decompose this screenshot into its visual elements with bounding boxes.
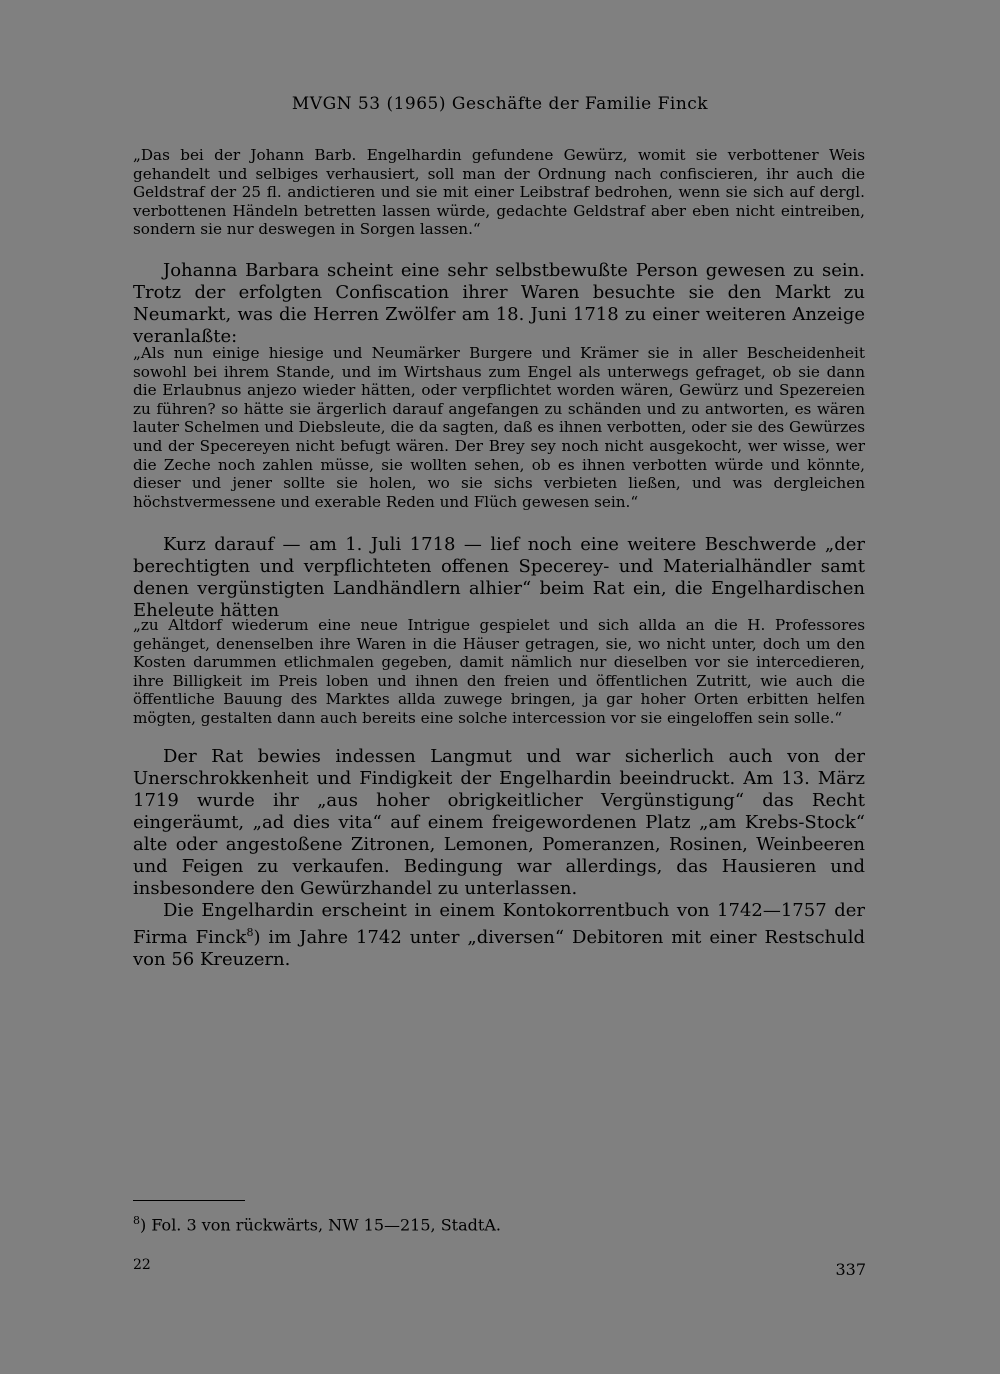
quote-altdorf [133,616,865,728]
quote-text: „Als nun einige hiesige und Neumärker Burgere und Krämer sie in aller Bescheidenheit sowohl bei ihrem Stande, und im Wirtshaus zum Engel als unterwegs gefraget, ob sie dann die Erlaubnus anjezo wieder hätten, oder verpflichtet worden wären, Gewürz und Spezereien zu führen? so hätte sie ärgerlich darauf angefangen zu schänden und zu antworten, es wären lauter Schelmen und Diebsleute, die da sagten, daß es ihnen verbotten, oder sie des Gewürzes und der Specereyen nicht befugt wären. Der Brey sey noch nicht ausgekocht, wer wisse, wer die Zeche noch zahlen müsse, sie wollten sehen, ob es ihnen verbotten würde und könnte, dieser und jener sollte sie holen, wo sie sichs verbieten ließen, und was dergleichen höchstvermessene und exerable Reden und Flüch gewesen sein.“ [133,344,865,511]
paragraph-rat [133,746,865,971]
running-header: MVGN 53 (1965) Geschäfte der Familie Finck [291,94,709,114]
quote-text: „zu Altdorf wiederum eine neue Intrigue gespielet und sich allda an die H. Professores gehänget, denenselben ihre Waren in die Häuser getragen, sie, wo nicht unter, doch um den Kosten darummen etlichmalen gegeben, damit nämlich nur dieselben vor sie intercedieren, ihre Billigkeit im Preis loben und ihnen den freien und öffentlichen Zutritt, wie auch die öffentliche Bauung des Marktes allda zuwege bringen, ja gar hoher Orten erbitten helfen mögten, gestalten dann auch bereits eine solche intercession vor sie eingeloffen sein solle.“ [133,616,865,727]
quote-neumarkt [133,344,865,511]
paragraph-text: Die Engelhardin erscheint in einem Kontokorrentbuch von 1742—1757 der Firma Finck [133,900,865,948]
footnote-text: ) Fol. 3 von rückwärts, NW 15—215, StadtA. [140,1215,501,1235]
paragraph-text: ) im Jahre 1742 unter „diversen“ Debitoren mit einer Restschuld von 56 Kreuzern. [133,927,866,970]
paragraph-text: Der Rat bewies indessen Langmut und war sicherlich auch von der Unerschrokkenheit und Findigkeit der Engelhardin beeindruckt. Am 13. März 1719 wurde ihr „aus hoher obrigkeitlicher Vergünstigung“ das Recht eingeräumt, „ad dies vita“ auf einem freigewordenen Platz „am Krebs-Stock“ alte oder angestoßene Zitronen, Lemonen, Pomeranzen, Rosinen, Weinbeeren und Feigen zu verkaufen. Bedingung war allerdings, das Hausieren und insbesondere den Gewürzhandel zu unterlassen. [133,746,865,899]
footnote [133,1214,501,1234]
quote-text: „Das bei der Johann Barb. Engelhardin gefundene Gewürz, womit sie verbottener Weis gehandelt und selbiges verhausiert, soll man der Ordnung nach confiscieren, ihr auch die Geldstraf der 25 fl. andictieren und sie mit einer Leibstraf bedrohen, wenn sie sich auf dergl. verbottenen Händeln betretten lassen würde, gedachte Geldstraf aber eben nicht eintreiben, sondern sie nur deswegen in Sorgen lassen.“ [133,146,865,239]
paragraph-beschwerde [133,534,865,622]
paragraph-text: Kurz darauf — am 1. Juli 1718 — lief noch eine weitere Beschwerde „der berechtigten und verpflichteten offenen Specerey- und Materialhändler samt denen vergünstigten Landhändlern alhier“ beim Rat ein, die Engelhardischen Eheleute hätten [133,534,865,621]
quote-confiscation [133,146,865,239]
footnote-number: 8 [133,1214,140,1227]
signature-mark: 22 [133,1257,151,1273]
footnote-rule [133,1200,245,1201]
paragraph-text: Johanna Barbara scheint eine sehr selbstbewußte Person gewesen zu sein. Trotz der erfolgten Confiscation ihrer Waren besuchte sie den Markt zu Neumarkt, was die Herren Zwölfer am 18. Juni 1718 zu einer weiteren Anzeige veranlaßte: [133,260,865,347]
paragraph-selbstbewusst [133,260,865,348]
page-number: 337 [835,1260,866,1279]
paragraph-kontokorrent [133,900,865,971]
footnote-ref: 8 [246,926,254,939]
